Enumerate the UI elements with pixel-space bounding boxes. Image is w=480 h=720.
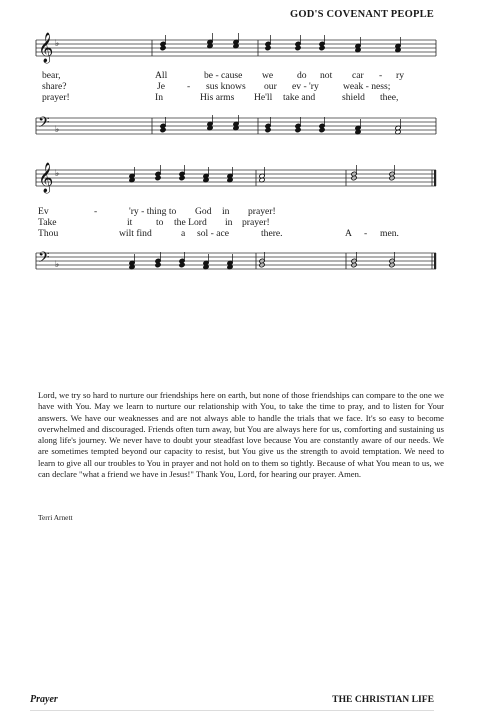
lyric-syllable: not <box>320 70 333 81</box>
lyric-syllable: In <box>155 92 163 103</box>
lyric-syllable: weak - ness; <box>343 81 391 92</box>
lyric-syllable: share? <box>42 81 67 92</box>
lyric-syllable: Thou <box>38 228 59 239</box>
lyric-syllable: do <box>297 70 307 81</box>
final-barline <box>434 170 436 186</box>
note-head <box>179 175 185 180</box>
running-head: GOD'S COVENANT PEOPLE <box>289 9 434 20</box>
lyric-verse1-system-2 <box>0 206 480 217</box>
lyric-syllable: wilt find <box>119 228 152 239</box>
lyric-syllable: - <box>94 206 98 217</box>
bass-staff-system-1 <box>0 108 480 158</box>
footer-rule <box>30 710 434 711</box>
lyric-syllable: 'ry - thing to <box>129 206 177 217</box>
treble-clef-icon: 𝄞 <box>38 163 54 193</box>
note-head <box>295 127 301 132</box>
note-head <box>155 262 161 267</box>
lyric-verse3-system-1 <box>0 92 480 103</box>
lyric-syllable: prayer! <box>248 206 276 217</box>
note-head <box>179 262 185 267</box>
note-head <box>295 45 301 50</box>
lyric-syllable: His arms <box>200 92 235 103</box>
lyric-syllable: ev - 'ry <box>292 81 319 92</box>
lyric-syllable: car <box>352 70 364 81</box>
lyric-verse1-system-1 <box>0 70 480 81</box>
note-head <box>160 45 166 50</box>
lyric-syllable: our <box>264 81 277 92</box>
lyric-syllable: prayer! <box>42 92 70 103</box>
lyric-syllable: to <box>156 217 164 228</box>
lyric-syllable: in <box>222 206 230 217</box>
bass-clef-icon: 𝄢 <box>38 249 50 270</box>
lyric-syllable: - <box>364 228 368 239</box>
treble-staff-system-2 <box>0 160 480 210</box>
lyric-syllable: Je <box>157 81 165 92</box>
treble-clef-icon: 𝄞 <box>38 33 54 63</box>
note-head <box>319 45 325 50</box>
note-head <box>265 45 271 50</box>
prayer-author: Terri Arnett <box>38 513 73 522</box>
note-head <box>155 175 161 180</box>
flat-icon: ♭ <box>55 125 60 135</box>
lyric-syllable: in <box>225 217 233 228</box>
lyric-syllable: prayer! <box>242 217 270 228</box>
lyric-syllable: He'll <box>254 92 273 103</box>
lyric-syllable: God <box>195 206 212 217</box>
lyric-verse2-system-2 <box>0 217 480 228</box>
note-head <box>265 127 271 132</box>
lyric-syllable: - <box>379 70 383 81</box>
lyric-syllable: - <box>187 81 191 92</box>
lyric-syllable: we <box>262 70 274 81</box>
lyric-syllable: there. <box>261 228 283 239</box>
flat-icon: ♭ <box>55 260 60 270</box>
lyric-syllable: a <box>181 228 186 239</box>
lyric-syllable: All <box>155 70 168 81</box>
lyric-syllable: Ev <box>38 206 49 217</box>
lyric-syllable: the Lord <box>174 217 207 228</box>
lyric-syllable: take and <box>283 92 316 103</box>
lyric-verse3-system-2 <box>0 228 480 239</box>
note-head <box>160 127 166 132</box>
bass-staff-system-2 <box>0 243 480 293</box>
flat-icon: ♭ <box>55 39 60 49</box>
bass-clef-icon: 𝄢 <box>38 114 50 135</box>
lyric-syllable: bear, <box>42 70 61 81</box>
lyric-syllable: Take <box>38 217 57 228</box>
lyric-syllable: be - cause <box>204 70 243 81</box>
lyric-syllable: sol - ace <box>197 228 229 239</box>
lyric-syllable: shield <box>342 92 365 103</box>
lyric-syllable: ry <box>396 70 404 81</box>
footer-section-label: Prayer <box>30 694 58 705</box>
lyric-syllable: thee, <box>380 92 399 103</box>
lyric-verse2-system-1 <box>0 81 480 92</box>
final-barline <box>434 253 436 269</box>
footer-part-title: THE CHRISTIAN LIFE <box>332 694 434 705</box>
lyric-syllable: it <box>127 217 133 228</box>
prayer-text: Lord, we try so hard to nurture our friendships here on earth, but none of those friendships can compare to the one we have with You. May we learn to nurture our relationship with You, to take the time to pray, and to listen for Your answers. We have our weaknesses and are not always able to handle the trials that we face. It's so easy to become overwhelmed and discouraged. Friends often turn away, but You are always here for us, comforting and sustaining us along life's journey. We never have to doubt your steadfast love because You are constantly aware of our needs. We are sometimes tempted beyond our capacity to resist, but You give us the strength to avoid temptation. We need to learn to give all our troubles to You in prayer and not hold on to them so tightly. Because of what You mean to us, we can declare "what a friend we have in Jesus!" Thank You, Lord, for hearing our prayer. Amen. <box>38 390 444 479</box>
lyric-syllable: men. <box>380 228 399 239</box>
lyric-syllable: A <box>345 228 352 239</box>
note-head <box>319 127 325 132</box>
lyric-syllable: sus knows <box>206 81 246 92</box>
flat-icon: ♭ <box>55 169 60 179</box>
